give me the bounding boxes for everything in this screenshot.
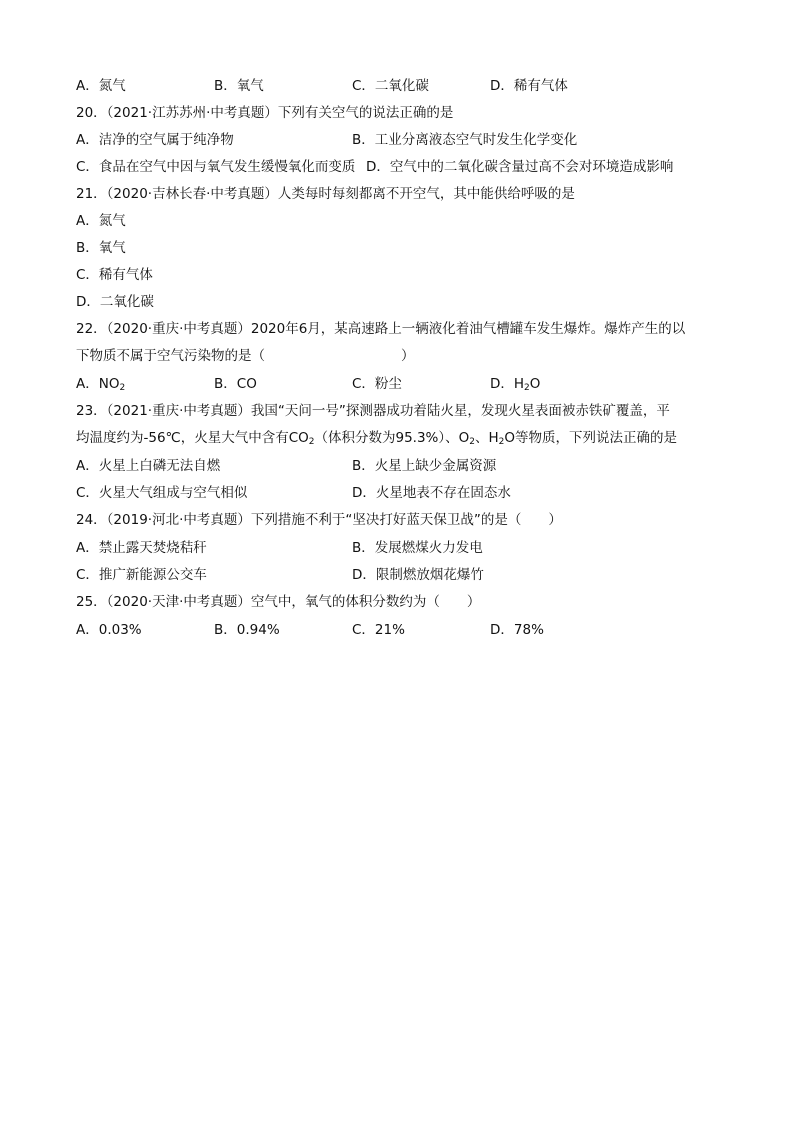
- q19-option-d: D．稀有气体: [490, 78, 568, 94]
- q19-option-c: C．二氧化碳: [352, 78, 429, 94]
- q21-option-b: B．氧气: [76, 240, 126, 256]
- q20-option-d: D．空气中的二氧化碳含量过高不会对环境造成影响: [366, 159, 674, 175]
- q23-option-b: B．火星上缺少金属资源: [352, 458, 497, 474]
- q25-option-c: C．21%: [352, 622, 405, 638]
- q23-option-c: C．火星大气组成与空气相似: [76, 485, 248, 501]
- q19-option-a: A．氮气: [76, 78, 126, 94]
- q21-option-d: D．二氧化碳: [76, 294, 154, 310]
- q22-option-b: B．CO: [214, 376, 257, 392]
- q22-stem-line1: 22．（2020·重庆·中考真题）2020年6月，某高速路上一辆液化着油气槽罐车发生爆炸。爆炸产生的以: [76, 321, 686, 337]
- q24-option-b: B．发展燃煤火力发电: [352, 540, 483, 556]
- q22-option-c: C．粉尘: [352, 376, 402, 392]
- q22-option-d: D．$H_2O$: [490, 376, 541, 393]
- q19-option-b: B．氧气: [214, 78, 264, 94]
- q20-stem: 20．（2021·江苏苏州·中考真题）下列有关空气的说法正确的是: [76, 105, 454, 121]
- q21-stem: 21．（2020·吉林长春·中考真题）人类每时每刻都离不开空气，其中能供给呼吸的是: [76, 186, 575, 202]
- q23-stem-line1: 23．（2021·重庆·中考真题）我国“天问一号”探测器成功着陆火星，发现火星表面被赤铁矿覆盖，平: [76, 403, 670, 419]
- q21-option-a: A．氮气: [76, 213, 126, 229]
- q24-stem: 24．（2019·河北·中考真题）下列措施不利于“坚决打好蓝天保卫战”的是（ ）: [76, 512, 562, 528]
- q23-option-a: A．火星上白磷无法自燃: [76, 458, 221, 474]
- q23-option-d: D．火星地表不存在固态水: [352, 485, 511, 501]
- q25-option-b: B．0.94%: [214, 622, 280, 638]
- q24-option-d: D．限制燃放烟花爆竹: [352, 567, 484, 583]
- q20-option-b: B．工业分离液态空气时发生化学变化: [352, 132, 578, 148]
- q24-option-c: C．推广新能源公交车: [76, 567, 207, 583]
- q25-option-d: D．78%: [490, 622, 544, 638]
- q24-option-a: A．禁止露天焚烧秸秆: [76, 540, 207, 556]
- q22-option-a: A．$NO_2$: [76, 376, 126, 393]
- q22-stem-line2: 下物质不属于空气污染物的是（ ）: [76, 348, 415, 364]
- q20-option-a: A．洁净的空气属于纯净物: [76, 132, 234, 148]
- q21-option-c: C．稀有气体: [76, 267, 153, 283]
- q23-stem-line2: 均温度约为-56℃，火星大气中含有$CO_2$（体积分数为95.3%）、$O_2$、$H_2O$等物质，下列说法正确的是: [76, 430, 678, 447]
- q25-stem: 25．（2020·天津·中考真题）空气中，氧气的体积分数约为（ ）: [76, 594, 481, 610]
- q20-option-c: C．食品在空气中因与氧气发生缓慢氧化而变质: [76, 159, 356, 175]
- q25-option-a: A．0.03%: [76, 622, 142, 638]
